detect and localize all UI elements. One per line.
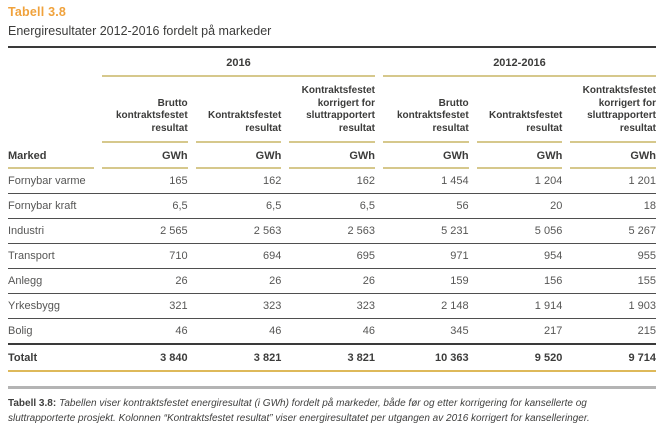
- unit-cell: GWh: [289, 143, 375, 169]
- total-value-cell: 3 821: [347, 352, 375, 365]
- row-label: Yrkesbygg: [8, 300, 60, 313]
- column-header-row: [8, 77, 656, 143]
- unit-row: [8, 143, 656, 169]
- value-cell: 165: [169, 175, 188, 188]
- table-row: [8, 269, 656, 294]
- unit-cell: GWh: [570, 143, 656, 169]
- row-label: Industri: [8, 225, 45, 238]
- caption-label: Tabell 3.8:: [8, 398, 57, 410]
- value-cell: 5 056: [534, 225, 563, 238]
- value-cell: 955: [637, 250, 656, 263]
- unit-cell: GWh: [383, 143, 469, 169]
- table-caption: [8, 396, 656, 426]
- group-header-2012-2016: 2012-2016: [383, 57, 656, 77]
- total-value-cell: 9 714: [628, 352, 656, 365]
- title-rule: [8, 46, 656, 48]
- value-cell: 18: [643, 200, 656, 213]
- value-cell: 6,5: [266, 200, 282, 213]
- value-cell: 162: [262, 175, 282, 188]
- row-label: Transport: [8, 250, 55, 263]
- value-cell: 323: [262, 300, 282, 313]
- column-header: Kontraktsfestet resultat: [477, 102, 563, 143]
- table-body: [8, 169, 656, 343]
- value-cell: 1 903: [628, 300, 656, 313]
- value-cell: 159: [450, 275, 469, 288]
- value-cell: 694: [262, 250, 282, 263]
- value-cell: 1 914: [534, 300, 563, 313]
- total-value-cell: 9 520: [534, 352, 563, 365]
- column-header: Kontraktsfestet korrigert for sluttrapportert resultat: [570, 77, 656, 143]
- value-cell: 2 148: [441, 300, 469, 313]
- value-cell: 20: [550, 200, 563, 213]
- value-cell: 5 267: [628, 225, 656, 238]
- value-cell: 46: [175, 325, 188, 338]
- table-row: [8, 244, 656, 269]
- value-cell: 6,5: [172, 200, 188, 213]
- unit-cell: GWh: [477, 143, 563, 169]
- value-cell: 2 565: [160, 225, 188, 238]
- table-row: [8, 294, 656, 319]
- caption-divider: [8, 386, 656, 389]
- value-cell: 6,5: [359, 200, 375, 213]
- table-subtitle: Energiresultater 2012-2016 fordelt på markeder: [8, 23, 272, 38]
- row-label: Fornybar varme: [8, 175, 86, 188]
- value-cell: 1 454: [441, 175, 469, 188]
- value-cell: 46: [362, 325, 375, 338]
- column-header: Kontraktsfestet resultat: [196, 102, 282, 143]
- table-row: [8, 169, 656, 194]
- value-cell: 323: [356, 300, 375, 313]
- value-cell: 156: [543, 275, 563, 288]
- value-cell: 2 563: [347, 225, 375, 238]
- value-cell: 217: [543, 325, 563, 338]
- column-header: Kontraktsfestet korrigert for sluttrapportert resultat: [289, 77, 375, 143]
- unit-cell: GWh: [102, 143, 188, 169]
- value-cell: 162: [356, 175, 375, 188]
- value-cell: 26: [175, 275, 188, 288]
- total-value-cell: 3 840: [160, 352, 188, 365]
- table-row: [8, 219, 656, 244]
- row-label: Anlegg: [8, 275, 43, 288]
- value-cell: 26: [362, 275, 375, 288]
- value-cell: 695: [356, 250, 375, 263]
- value-cell: 1 204: [534, 175, 563, 188]
- value-cell: 321: [169, 300, 188, 313]
- group-header-row: [8, 57, 656, 77]
- total-value-cell: 10 363: [435, 352, 469, 365]
- column-header: Brutto kontraktsfestet resultat: [102, 90, 188, 143]
- value-cell: 5 231: [441, 225, 469, 238]
- row-header-label: Marked: [8, 143, 94, 169]
- unit-cell: GWh: [196, 143, 282, 169]
- value-cell: 155: [637, 275, 656, 288]
- caption-text: Tabellen viser kontraktsfestet energiresultat (i GWh) fordelt på markeder, både før og etter korrigering for kansellerte og sluttrapporterte prosjekt. Kolonnen “Kontraktsfestet resultat” viser energiresultatet per utgangen av 2016 korrigert for kanselleringer.: [8, 398, 590, 425]
- total-value-cell: 3 821: [253, 352, 282, 365]
- value-cell: 26: [269, 275, 282, 288]
- total-row: [8, 343, 656, 372]
- value-cell: 46: [269, 325, 282, 338]
- column-header: Brutto kontraktsfestet resultat: [383, 90, 469, 143]
- table-row: [8, 319, 656, 343]
- value-cell: 1 201: [628, 175, 656, 188]
- total-label: Totalt: [8, 352, 38, 365]
- value-cell: 345: [450, 325, 469, 338]
- group-header-2016: 2016: [102, 57, 375, 77]
- value-cell: 2 563: [253, 225, 282, 238]
- value-cell: 954: [543, 250, 563, 263]
- table-row: [8, 194, 656, 219]
- page-title: Tabell 3.8: [8, 5, 67, 19]
- value-cell: 710: [169, 250, 188, 263]
- value-cell: 56: [456, 200, 469, 213]
- value-cell: 971: [450, 250, 469, 263]
- row-label: Bolig: [8, 325, 33, 338]
- row-label: Fornybar kraft: [8, 200, 77, 213]
- value-cell: 215: [637, 325, 656, 338]
